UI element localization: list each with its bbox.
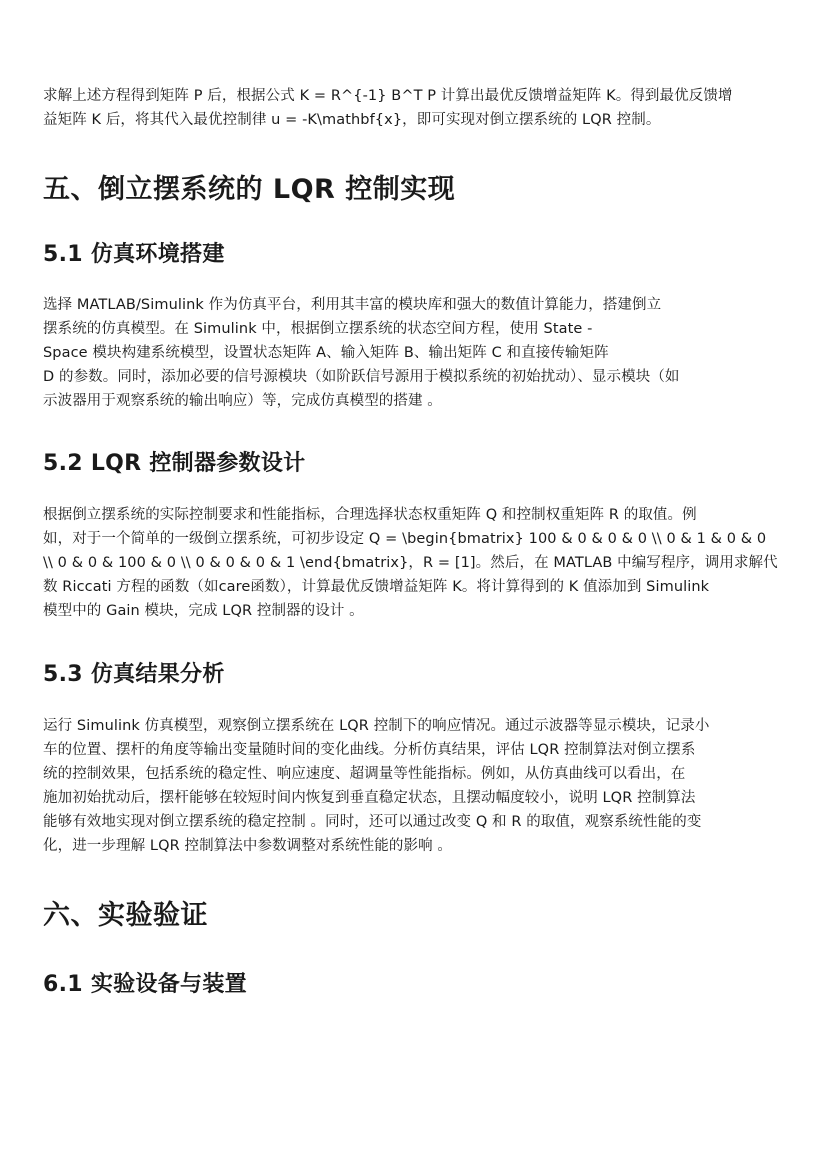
subsection-5-1-heading: 5.1 仿真环境搭建 bbox=[43, 242, 225, 267]
intro-paragraph: 求解上述方程得到矩阵 P 后，根据公式 K = R^{-1} B^T P 计算出最优反馈增益矩阵 K。得到最优反馈增 益矩阵 K 后，将其代入最优控制律 u = -K\mathbf{x}，即可实现对倒立摆系统的 LQR 控制。 bbox=[43, 88, 733, 128]
subsection-5-1-paragraph: 选择 MATLAB/Simulink 作为仿真平台，利用其丰富的模块库和强大的数值计算能力，搭建倒立 摆系统的仿真模型。在 Simulink 中，根据倒立摆系统的状态空间方程，使用 State - Space 模块构建系统模型，设置状态矩阵 A、输入矩阵 B、输出矩阵 C 和直接传输矩阵 D 的参数。同时，添加必要的信号源模块（如阶跃信号源用于模拟系统的初始扰动）、显示模块（如 示波器用于观察系统的输出响应）等，完成仿真模型的搭建 。 bbox=[43, 297, 680, 409]
subsection-5-3-paragraph: 运行 Simulink 仿真模型，观察倒立摆系统在 LQR 控制下的响应情况。通过示波器等显示模块，记录小 车的位置、摆杆的角度等输出变量随时间的变化曲线。分析仿真结果，评估 LQR 控制算法对倒立摆系 统的控制效果，包括系统的稳定性、响应速度、超调量等性能指标。例如，从仿真曲线可以看出，在 施加初始扰动后，摆杆能够在较短时间内恢复到垂直稳定状态，且摆动幅度较小，说明 LQR 控制算法 能够有效地实现对倒立摆系统的稳定控制 。同时，还可以通过改变 Q 和 R 的取值，观察系统性能的变 化，进一步理解 LQR 控制算法中参数调整对系统性能的影响 。 bbox=[43, 718, 710, 854]
section-6-heading: 六、实验验证 bbox=[43, 900, 208, 931]
subsection-5-3-heading: 5.3 仿真结果分析 bbox=[43, 662, 225, 687]
subsection-5-2-heading: 5.2 LQR 控制器参数设计 bbox=[43, 451, 306, 476]
subsection-5-2-paragraph: 根据倒立摆系统的实际控制要求和性能指标，合理选择状态权重矩阵 Q 和控制权重矩阵 R 的取值。例 如，对于一个简单的一级倒立摆系统，可初步设定 Q = \begin{bmatrix} 100 & 0 & 0 & 0 \\ 0 & 1 & 0 & 0 \\ 0 & 0 & 100 & 0 \\ 0 & 0 & 0 & 1 \end{bmatrix}，R = [1]。然后，在 MATLAB 中编写程序，调用求解代 数 Riccati 方程的函数（如care函数），计算最优反馈增益矩阵 K。将计算得到的 K 值添加到 Simulink 模型中的 Gain 模块，完成 LQR 控制器的设计 。 bbox=[43, 507, 778, 619]
document-page bbox=[43, 84, 787, 1000]
section-5-heading: 五、倒立摆系统的 LQR 控制实现 bbox=[43, 174, 456, 205]
subsection-6-1-heading: 6.1 实验设备与装置 bbox=[43, 972, 247, 997]
